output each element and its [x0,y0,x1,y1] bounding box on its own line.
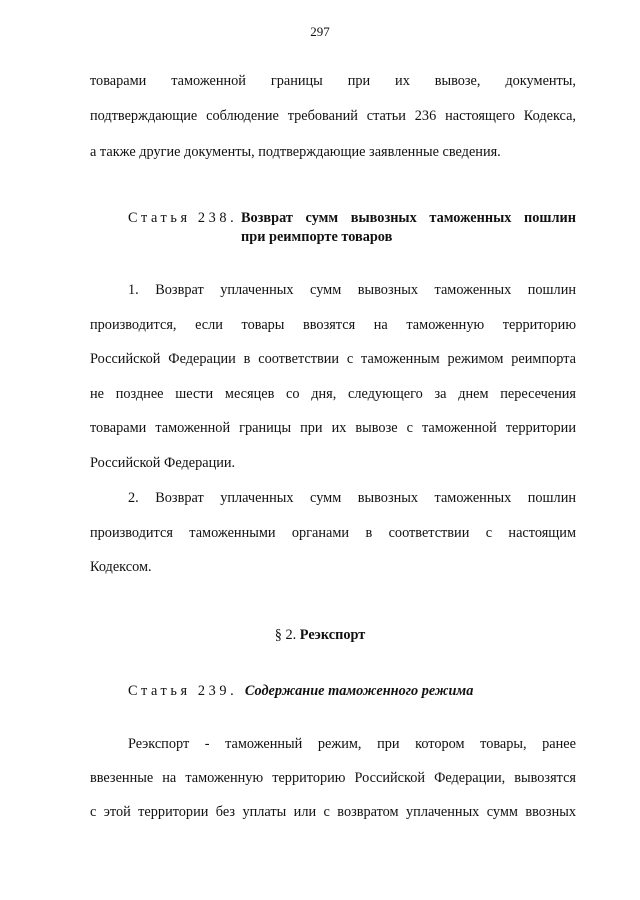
section-title: Реэкспорт [299,627,366,643]
intro-line-2: подтверждающие соблюдение требований статьи 236 настоящего Кодекса, [90,108,576,124]
article-239-heading [128,682,473,700]
article-238-p1-line-5: товарами таможенной границы при их вывозе с таможенной территории [90,420,576,436]
page-number: 297 [310,24,330,39]
article-239-p-line-3: с этой территории без уплаты или с возвратом уплаченных сумм ввозных [90,804,576,820]
article-238-label: Статья 238. [128,210,238,226]
article-239-p-line-1: Реэкспорт - таможенный режим, при котором товары, ранее [128,736,576,752]
article-238-p2-line-1: 2. Возврат уплаченных сумм вывозных таможенных пошлин [128,490,576,506]
article-238-p1-line-1: 1. Возврат уплаченных сумм вывозных таможенных пошлин [128,282,576,298]
section-sign: § 2. [274,627,297,643]
article-238-p1-line-2: производится, если товары ввозятся на таможенную территорию [90,317,576,333]
article-238-p2-line-3: Кодексом. [90,559,152,575]
section-heading [0,626,640,644]
article-239-p-line-2: ввезенные на таможенную территорию Российской Федерации, вывозятся [90,770,576,786]
article-238-title-line-2: при реимпорте товаров [241,229,393,245]
article-238-p1-line-6: Российской Федерации. [90,455,236,471]
article-238-p2-line-2: производится таможенными органами в соответствии с настоящим [90,525,576,541]
article-238-title-line-1: Возврат сумм вывозных таможенных пошлин [241,210,576,226]
article-238-p1-line-3: Российской Федерации в соответствии с таможенным режимом реимпорта [90,351,576,367]
article-239-label: Статья 239. [128,683,238,699]
article-238-heading [128,209,237,227]
article-239-title: Содержание таможенного режима [244,683,474,699]
intro-line-1: товарами таможенной границы при их вывозе, документы, [90,73,576,89]
intro-line-3: а также другие документы, подтверждающие заявленные сведения. [90,144,501,160]
article-238-p1-line-4: не позднее шести месяцев со дня, следующего за днем пересечения [90,386,576,402]
